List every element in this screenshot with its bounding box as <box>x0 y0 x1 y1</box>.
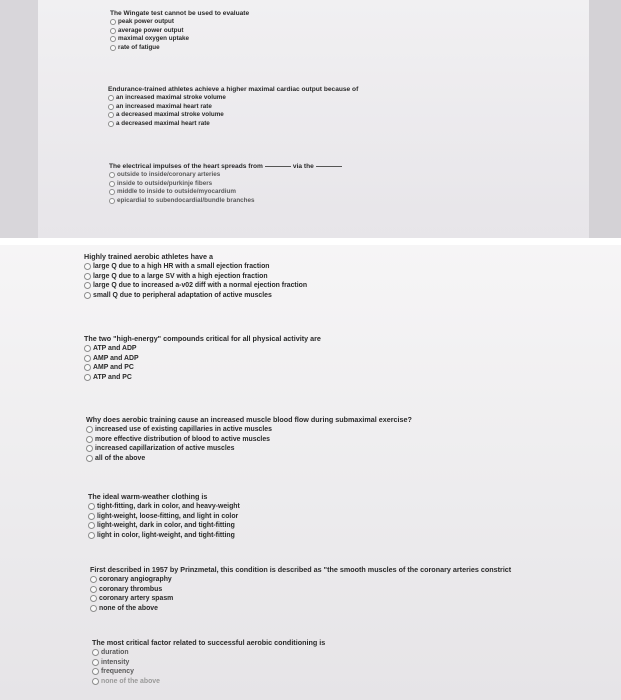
answer-option[interactable]: a decreased maximal heart rate <box>108 120 358 129</box>
question-warm-weather-clothing <box>88 492 240 540</box>
question-muscle-blood-flow <box>86 415 412 463</box>
answer-option[interactable]: middle to inside to outside/myocardium <box>109 188 344 197</box>
radio-button[interactable] <box>84 364 91 371</box>
question-text: First described in 1957 by Prinzmetal, this condition is described as "the smooth muscles of the coronary arteries constrict <box>90 565 512 574</box>
radio-button[interactable] <box>86 455 93 462</box>
question-text: Highly trained aerobic athletes have a <box>84 252 214 261</box>
radio-button[interactable] <box>108 112 114 118</box>
radio-button[interactable] <box>108 95 114 101</box>
answer-option[interactable]: frequency <box>92 667 325 677</box>
radio-button[interactable] <box>84 282 91 289</box>
question-wingate <box>110 9 249 52</box>
radio-button[interactable] <box>84 355 91 362</box>
radio-button[interactable] <box>86 426 93 433</box>
radio-button[interactable] <box>90 586 97 593</box>
question-high-energy-compounds <box>84 334 321 382</box>
bottom-screenshot-photo <box>0 245 621 700</box>
answer-option[interactable]: coronary thrombus <box>90 585 511 595</box>
answer-option[interactable]: epicardial to subendocardial/bundle branches <box>109 197 344 206</box>
answer-option[interactable]: none of the above <box>90 604 511 614</box>
fill-in-blank <box>265 166 291 167</box>
radio-button[interactable] <box>92 649 99 656</box>
radio-button[interactable] <box>90 605 97 612</box>
answer-option[interactable]: more effective distribution of blood to active muscles <box>86 435 412 445</box>
answer-option[interactable]: large Q due to increased a-v02 diff with a normal ejection fraction <box>84 281 307 291</box>
radio-button[interactable] <box>109 189 115 195</box>
answer-option[interactable]: maximal oxygen uptake <box>110 35 249 44</box>
answer-option[interactable]: tight-fitting, dark in color, and heavy-weight <box>88 502 240 512</box>
radio-button[interactable] <box>92 668 99 675</box>
radio-button[interactable] <box>108 121 114 127</box>
radio-button[interactable] <box>88 513 95 520</box>
answer-option[interactable]: AMP and ADP <box>84 354 321 364</box>
radio-button[interactable] <box>92 659 99 666</box>
answer-option[interactable]: AMP and PC <box>84 363 321 373</box>
answer-option[interactable]: small Q due to peripheral adaptation of active muscles <box>84 291 307 301</box>
radio-button[interactable] <box>108 104 114 110</box>
question-prinzmetal <box>90 565 511 613</box>
question-electrical-impulses <box>109 162 344 205</box>
answer-option[interactable]: average power output <box>110 27 249 36</box>
radio-button[interactable] <box>86 445 93 452</box>
radio-button[interactable] <box>84 292 91 299</box>
answer-option[interactable]: ATP and PC <box>84 373 321 383</box>
question-text: The Wingate test cannot be used to evaluate <box>110 10 250 17</box>
radio-button[interactable] <box>109 198 115 204</box>
answer-option[interactable]: light in color, light-weight, and tight-fitting <box>88 531 240 541</box>
answer-option[interactable]: coronary angiography <box>90 575 511 585</box>
radio-button[interactable] <box>110 45 116 51</box>
radio-button[interactable] <box>88 503 95 510</box>
answer-option[interactable]: rate of fatigue <box>110 44 249 53</box>
fill-in-blank <box>316 166 342 167</box>
answer-option[interactable]: outside to inside/coronary arteries <box>109 171 344 180</box>
question-text: The most critical factor related to successful aerobic conditioning is <box>92 638 326 647</box>
radio-button[interactable] <box>84 374 91 381</box>
photo-separator <box>0 238 621 245</box>
radio-button[interactable] <box>92 678 99 685</box>
top-screenshot-photo <box>0 0 621 238</box>
radio-button[interactable] <box>90 576 97 583</box>
radio-button[interactable] <box>86 436 93 443</box>
question-text: The ideal warm-weather clothing is <box>88 492 208 501</box>
answer-option[interactable]: duration <box>92 648 325 658</box>
radio-button[interactable] <box>88 532 95 539</box>
answer-option[interactable]: peak power output <box>110 18 249 27</box>
question-aerobic-athletes <box>84 252 307 300</box>
answer-option[interactable]: an increased maximal stroke volume <box>108 94 358 103</box>
answer-option[interactable]: large Q due to a large SV with a high ejection fraction <box>84 272 307 282</box>
answer-option[interactable]: inside to outside/purkinje fibers <box>109 180 344 189</box>
radio-button[interactable] <box>110 28 116 34</box>
answer-option[interactable]: ATP and ADP <box>84 344 321 354</box>
answer-option[interactable]: a decreased maximal stroke volume <box>108 111 358 120</box>
question-cardiac-output <box>108 85 358 128</box>
answer-option[interactable]: large Q due to a high HR with a small ejection fraction <box>84 262 307 272</box>
answer-option[interactable]: all of the above <box>86 454 412 464</box>
question-text: The electrical impulses of the heart spreads from via the <box>109 162 344 171</box>
question-aerobic-conditioning <box>92 638 325 686</box>
radio-button[interactable] <box>88 522 95 529</box>
question-text: The two "high-energy" compounds critical for all physical activity are <box>84 334 321 343</box>
answer-option[interactable]: light-weight, dark in color, and tight-fitting <box>88 521 240 531</box>
radio-button[interactable] <box>110 19 116 25</box>
answer-option[interactable]: an increased maximal heart rate <box>108 103 358 112</box>
radio-button[interactable] <box>90 595 97 602</box>
radio-button[interactable] <box>109 181 115 187</box>
answer-option[interactable]: light-weight, loose-fitting, and light in color <box>88 512 240 522</box>
answer-option[interactable]: increased capillarization of active muscles <box>86 444 412 454</box>
answer-option[interactable]: increased use of existing capillaries in active muscles <box>86 425 412 435</box>
radio-button[interactable] <box>110 36 116 42</box>
question-text: Why does aerobic training cause an increased muscle blood flow during submaximal exercise? <box>86 415 412 424</box>
radio-button[interactable] <box>109 172 115 178</box>
answer-option[interactable]: coronary artery spasm <box>90 594 511 604</box>
radio-button[interactable] <box>84 345 91 352</box>
answer-option[interactable]: none of the above <box>92 677 325 687</box>
question-text: Endurance-trained athletes achieve a higher maximal cardiac output because of <box>108 86 359 93</box>
answer-option[interactable]: intensity <box>92 658 325 668</box>
radio-button[interactable] <box>84 263 91 270</box>
photo-right-edge <box>589 0 621 238</box>
photo-left-edge <box>0 0 38 238</box>
radio-button[interactable] <box>84 273 91 280</box>
